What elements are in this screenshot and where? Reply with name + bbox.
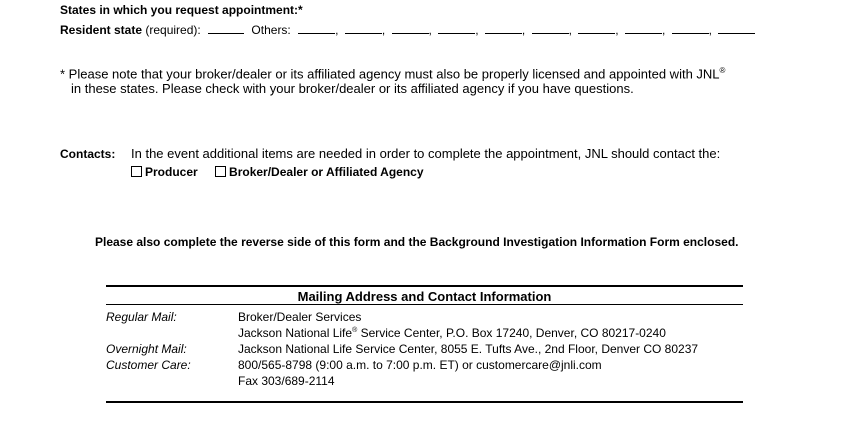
other-state-field-6[interactable]: [532, 21, 569, 34]
customer-care-label: Customer Care:: [106, 358, 191, 372]
regular-mail-line1: Broker/Dealer Services: [238, 310, 362, 324]
resident-state-field[interactable]: [208, 21, 244, 34]
mailing-bottom-rule: [106, 401, 743, 403]
other-state-field-9[interactable]: [672, 21, 709, 34]
licensing-note-line2: in these states. Please check with your broker/dealer or its affiliated agency if you have questions.: [71, 81, 634, 96]
other-state-field-8[interactable]: [625, 21, 662, 34]
producer-label: Producer: [145, 165, 198, 179]
regular-mail-company: Jackson National Life: [238, 326, 353, 340]
contacts-label: Contacts:: [60, 147, 116, 161]
separator: ,: [521, 23, 526, 37]
registered-mark: ®: [352, 327, 358, 334]
regular-mail-address: Service Center, P.O. Box 17240, Denver, CO 80217-0240: [357, 326, 666, 340]
separator: ,: [381, 23, 386, 37]
other-state-field-2[interactable]: [345, 21, 382, 34]
other-state-field-4[interactable]: [438, 21, 475, 34]
mailing-top-rule: [106, 285, 743, 287]
other-state-field-7[interactable]: [578, 21, 615, 34]
separator: ,: [615, 23, 619, 37]
separator: ,: [568, 23, 572, 37]
separator: ,: [661, 23, 666, 37]
others-label: Others:: [251, 23, 291, 37]
producer-checkbox[interactable]: [131, 166, 142, 177]
broker-dealer-label: Broker/Dealer or Affiliated Agency: [229, 165, 424, 179]
mailing-title: Mailing Address and Contact Information: [297, 289, 552, 304]
regular-mail-label: Regular Mail:: [106, 310, 177, 324]
resident-state-label: Resident state: [60, 23, 143, 37]
other-state-field-3[interactable]: [392, 21, 429, 34]
fax-value: Fax 303/689-2114: [238, 374, 335, 388]
broker-dealer-checkbox[interactable]: [215, 166, 226, 177]
contact-options: [131, 165, 424, 179]
resident-state-paren: (required):: [145, 23, 201, 37]
licensing-note-text: * Please note that your broker/dealer or its affiliated agency must also be properly licensed and appointed with JNL: [60, 66, 720, 82]
registered-mark: ®: [719, 66, 726, 75]
states-heading: States in which you request appointment:*: [60, 3, 303, 17]
other-state-field-5[interactable]: [485, 21, 522, 34]
regular-mail-line2: [238, 326, 666, 340]
separator: ,: [428, 23, 432, 37]
overnight-mail-label: Overnight Mail:: [106, 342, 187, 356]
separator: ,: [475, 23, 479, 37]
customer-care-value: 800/565-8798 (9:00 a.m. to 7:00 p.m. ET) or customercare@jnli.com: [238, 358, 602, 372]
reverse-side-note: Please also complete the reverse side of this form and the Background Investigation Information Form enclosed.: [95, 235, 739, 249]
contacts-text: In the event additional items are needed in order to complete the appointment, JNL should contact the:: [131, 146, 721, 161]
licensing-note-line1: [60, 66, 725, 81]
overnight-mail-value: Jackson National Life Service Center, 8055 E. Tufts Ave., 2nd Floor, Denver CO 80237: [238, 342, 699, 356]
states-row: [60, 21, 755, 37]
separator: ,: [335, 23, 339, 37]
mailing-title-rule: [106, 304, 743, 305]
separator: ,: [708, 23, 712, 37]
other-state-field-1[interactable]: [298, 21, 335, 34]
other-state-field-10[interactable]: [718, 21, 755, 34]
